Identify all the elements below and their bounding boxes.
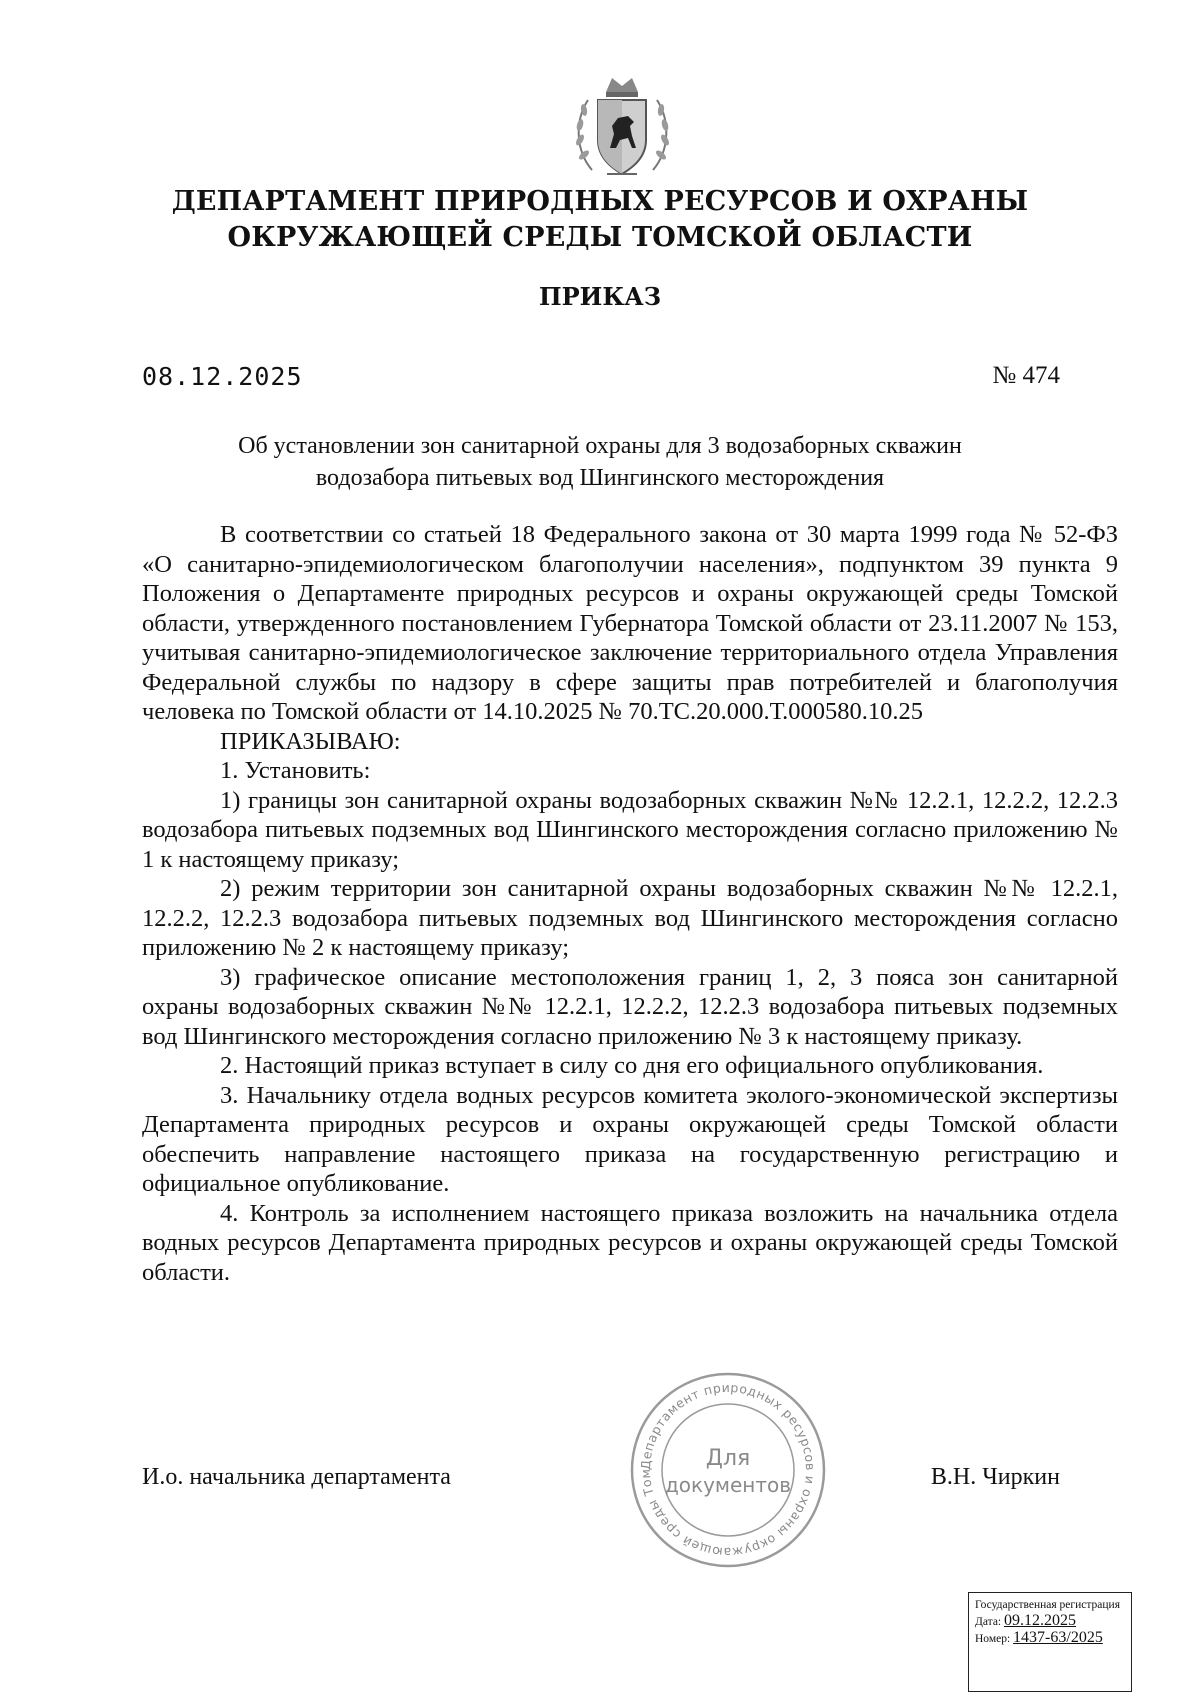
department-name-line-2: ОКРУЖАЮЩЕЙ СРЕДЫ ТОМСКОЙ ОБЛАСТИ [227, 222, 973, 253]
order-subject [170, 430, 1030, 494]
order-number: № 474 [992, 362, 1060, 389]
item-1-subitem-2: 2) режим территории зон санитарной охраны водозаборных скважин №№ 12.2.1, 12.2.2, 12.2.3 водозабора питьевых подземных вод Шингинского месторождения согласно приложению № 2 к настоящему приказу; [142, 875, 1118, 961]
item-3: 3. Начальнику отдела водных ресурсов комитета эколого-экономической экспертизы Департамента природных ресурсов и охраны окружающей среды Томской области обеспечить направление настоящего приказа на государственную регистрацию и официальное опубликование. [142, 1081, 1118, 1197]
signatory-title: И.о. начальника департамента [142, 1464, 451, 1490]
official-stamp [628, 1370, 828, 1570]
item-2: 2. Настоящий приказ вступает в силу со дня его официального опубликования. [220, 1052, 1044, 1079]
registration-date-label: Дата: [975, 1616, 1002, 1628]
registration-number-value: 1437-63/2025 [1013, 1629, 1103, 1646]
registration-date-value: 09.12.2025 [1004, 1612, 1076, 1629]
registration-title: Государственная регистрация [975, 1599, 1120, 1611]
department-header [140, 184, 1060, 256]
order-date: 08.12.2025 [142, 362, 303, 391]
coat-of-arms-icon [570, 70, 675, 185]
item-1-subitem-3: 3) графическое описание местоположения границ 1, 2, 3 пояса зон санитарной охраны водозаборных скважин №№ 12.2.1, 12.2.2, 12.2.3 водозабора питьевых подземных вод Шингинского месторождения согласно приложению № 3 к настоящему приказу. [142, 963, 1118, 1050]
department-name-line-1: ДЕПАРТАМЕНТ ПРИРОДНЫХ РЕСУРСОВ И ОХРАНЫ [171, 186, 1029, 217]
registration-box [968, 1592, 1132, 1692]
stamp-center-line-2: документов [664, 1473, 792, 1497]
order-word: ПРИКАЗЫВАЮ: [220, 727, 401, 755]
item-1-subitem-1: 1) границы зон санитарной охраны водозаборных скважин №№ 12.2.1, 12.2.2, 12.2.3 водозабора питьевых подземных вод Шингинского месторождения согласно приложению № 1 к настоящему приказу; [142, 786, 1118, 873]
subject-line-2: водозабора питьевых вод Шингинского месторождения [315, 465, 885, 491]
stamp-ring-text: Департамент природных ресурсов и охраны окружающей среды Том [637, 1379, 819, 1561]
subject-line-1: Об установлении зон санитарной охраны для 3 водозаборных скважин [238, 433, 962, 459]
item-1: 1. Установить: [220, 757, 371, 784]
document-type: ПРИКАЗ [538, 282, 662, 311]
order-body [142, 520, 1118, 1287]
signatory-name: В.Н. Чиркин [930, 1464, 1060, 1490]
stamp-center-line-1: Для [705, 1446, 751, 1471]
registration-number-label: Номер: [975, 1633, 1011, 1645]
item-4: 4. Контроль за исполнением настоящего приказа возложить на начальника отдела водных ресурсов Департамента природных ресурсов и охраны окружающей среды Томской области. [142, 1199, 1118, 1286]
preamble-paragraph: В соответствии со статьей 18 Федерального закона от 30 марта 1999 года № 52-ФЗ «О санитарно-эпидемиологическом благополучии населения», подпунктом 39 пункта 9 Положения о Департаменте природных ресурсов и охраны окружающей среды Томской области, утвержденного постановлением Губернатора Томской области от 23.11.2007 № 153, учитывая санитарно-эпидемиологическое заключение территориального отдела Управления Федеральной службы по надзору в сфере защиты прав потребителей и благополучия человека по Томской области от 14.10.2025 № 70.ТС.20.000.Т.000580.10.25 [142, 521, 1118, 725]
